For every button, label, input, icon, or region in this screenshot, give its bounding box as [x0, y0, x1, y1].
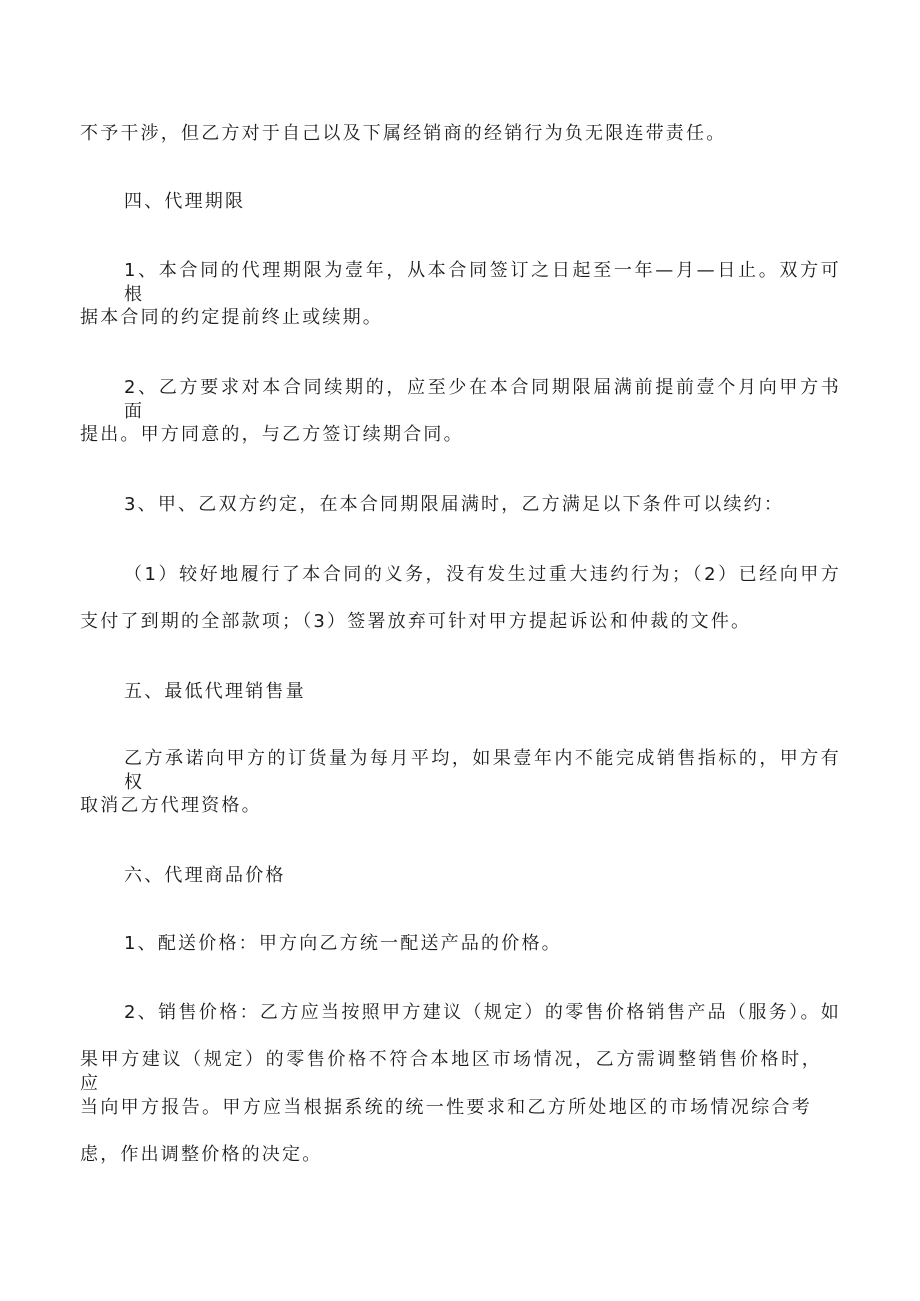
paragraph-line: 果甲方建议（规定）的零售价格不符合本地区市场情况，乙方需调整销售价格时，应 — [80, 1049, 822, 1094]
section-heading: 六、代理商品价格 — [124, 865, 286, 886]
section-heading: 四、代理期限 — [124, 191, 246, 212]
paragraph-line: 取消乙方代理资格。 — [80, 795, 262, 816]
paragraph-line: 1、配送价格：甲方向乙方统一配送产品的价格。 — [124, 933, 562, 954]
paragraph-line: （1）较好地履行了本合同的义务，没有发生过重大违约行为；（2）已经向甲方 — [124, 564, 841, 585]
paragraph-line: 据本合同的约定提前终止或续期。 — [80, 307, 383, 328]
paragraph-line: 2、乙方要求对本合同续期的，应至少在本合同期限届满前提前壹个月向甲方书面 — [124, 377, 841, 422]
paragraph-line: 提出。甲方同意的，与乙方签订续期合同。 — [80, 424, 464, 445]
paragraph-line: 1、本合同的代理期限为壹年，从本合同签订之日起至一年—月—日止。双方可根 — [124, 260, 841, 305]
paragraph-line: 乙方承诺向甲方的订货量为每月平均，如果壹年内不能完成销售指标的，甲方有权 — [124, 748, 841, 793]
paragraph-line: 虑，作出调整价格的决定。 — [80, 1144, 323, 1165]
paragraph-line: 2、销售价格：乙方应当按照甲方建议（规定）的零售价格销售产品（服务）。如 — [124, 1002, 841, 1023]
section-heading: 五、最低代理销售量 — [124, 681, 306, 702]
paragraph-line: 不予干涉，但乙方对于自己以及下属经销商的经销行为负无限连带责任。 — [80, 123, 727, 144]
paragraph-line: 当向甲方报告。甲方应当根据系统的统一性要求和乙方所处地区的市场情况综合考 — [80, 1097, 812, 1118]
paragraph-line: 支付了到期的全部款项；（3）签署放弃可针对甲方提起诉讼和仲裁的文件。 — [80, 611, 752, 632]
paragraph-line: 3、甲、乙双方约定，在本合同期限届满时，乙方满足以下条件可以续约： — [124, 494, 785, 515]
